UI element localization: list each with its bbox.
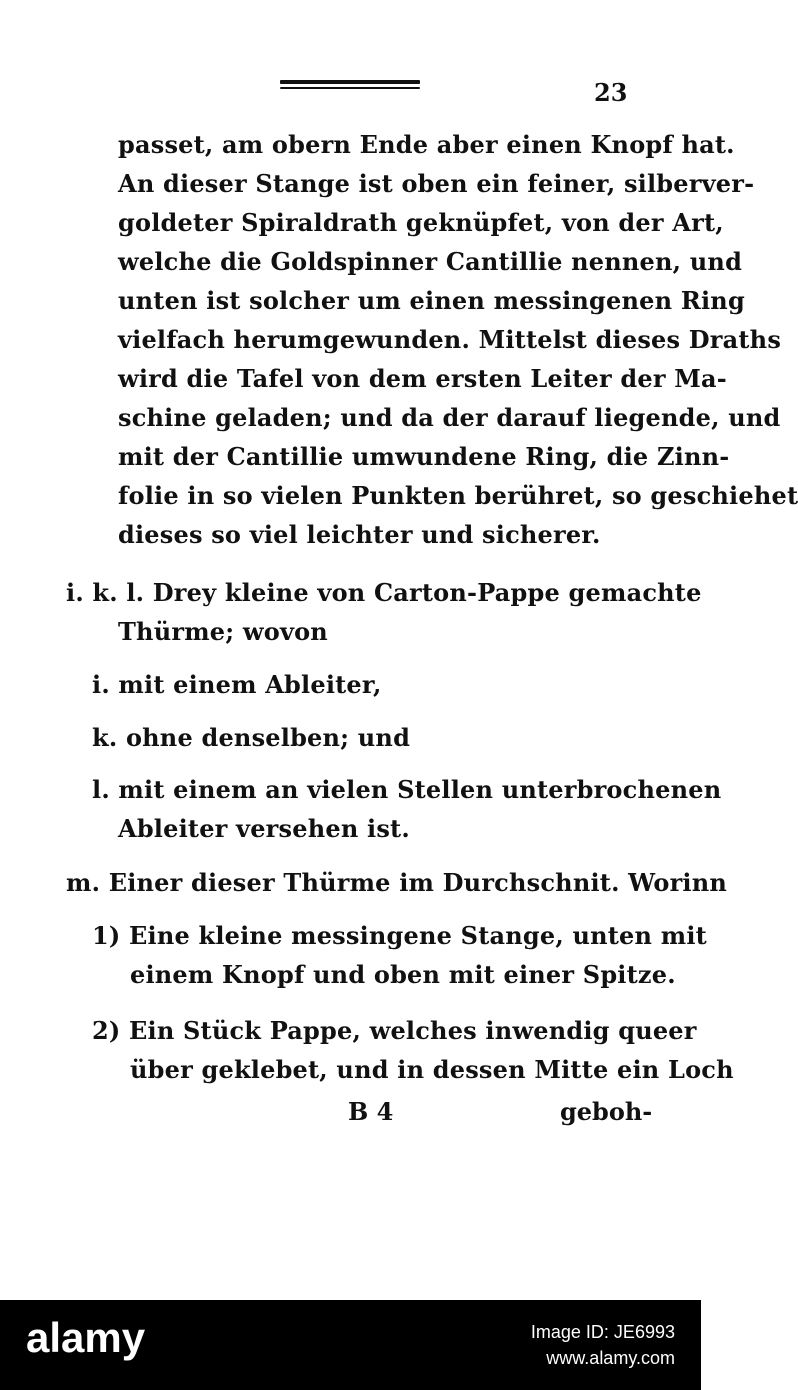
text-line: mit der Cantillie umwundene Ring, die Zinn- [118, 442, 730, 471]
text-line: i. k. l. Drey kleine von Carton-Pappe gemachte [66, 578, 702, 607]
text-line: schine geladen; und da der darauf liegende, und [118, 403, 781, 432]
text-line: wird die Tafel von dem ersten Leiter der Ma- [118, 364, 727, 393]
text-line: passet, am obern Ende aber einen Knopf hat. [118, 130, 735, 159]
stock-banner [0, 1300, 701, 1390]
text-line: über geklebet, und in dessen Mitte ein Loch [130, 1055, 734, 1084]
svg-text:alamy: alamy [26, 1314, 146, 1361]
text-line: unten ist solcher um einen messingenen Ring [118, 286, 745, 315]
text-line: vielfach herumgewunden. Mittelst dieses Draths [118, 325, 782, 354]
catchword: geboh- [560, 1097, 653, 1126]
text-line: 1) Eine kleine messingene Stange, unten mit [92, 921, 707, 950]
text-line: welche die Goldspinner Cantillie nennen, und [118, 247, 743, 276]
page-number: 23 [594, 78, 628, 107]
text-line: Thürme; wovon [118, 617, 328, 646]
text-line: k. ohne denselben; und [92, 723, 411, 752]
text-line: An dieser Stange ist oben ein feiner, silberver- [118, 169, 755, 198]
image-id: Image ID: JE6993 [530, 1322, 675, 1342]
text-line: m. Einer dieser Thürme im Durchschnit. Worinn [66, 868, 728, 897]
text-line: dieses so viel leichter und sicherer. [118, 520, 601, 549]
text-line: i. mit einem Ableiter, [92, 670, 382, 699]
text-line: folie in so vielen Punkten berühret, so geschiehet [118, 481, 798, 510]
signature-mark: B 4 [348, 1097, 394, 1126]
header-rule [280, 80, 420, 92]
text-line: Ableiter versehen ist. [118, 814, 410, 843]
text-line: l. mit einem an vielen Stellen unterbrochenen [92, 775, 722, 804]
text-line: einem Knopf und oben mit einer Spitze. [130, 960, 676, 989]
alamy-logo [26, 1316, 216, 1360]
text-line: goldeter Spiraldrath geknüpfet, von der Art, [118, 208, 724, 237]
site-url: www.alamy.com [546, 1348, 675, 1368]
text-line: 2) Ein Stück Pappe, welches inwendig queer [92, 1016, 697, 1045]
